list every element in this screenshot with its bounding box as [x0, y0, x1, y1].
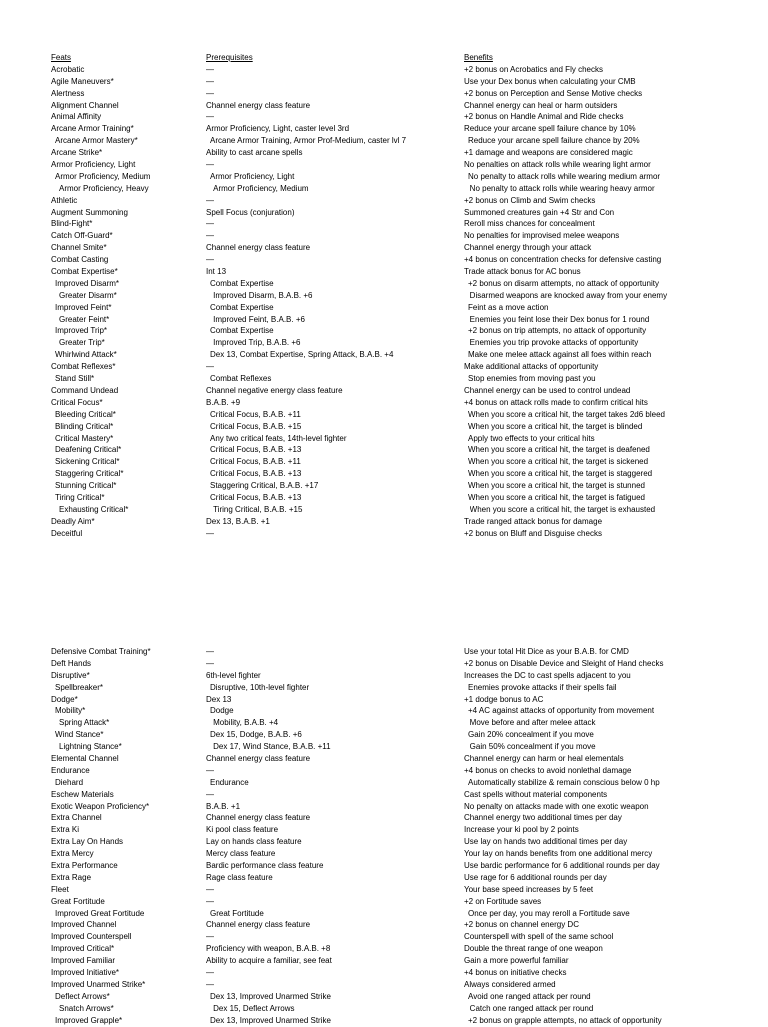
table-row [51, 480, 768, 492]
feat-name: Extra Rage [51, 872, 92, 882]
table-row [51, 314, 768, 326]
feat-name: Acrobatic [51, 64, 85, 74]
feat-benefit: Catch one ranged attack per round [469, 1003, 594, 1013]
table-row [51, 765, 768, 777]
feat-benefit: +2 bonus on channel energy DC [464, 920, 579, 930]
table-row [51, 694, 768, 706]
table-row [51, 195, 768, 207]
feat-prerequisites: Combat Reflexes [210, 374, 272, 384]
feat-name: Critical Focus* [51, 397, 103, 407]
feat-name: Eschew Materials [51, 789, 114, 799]
feat-prerequisites: Improved Feint, B.A.B. +6 [213, 314, 305, 324]
feat-benefit: When you score a critical hit, the target is deafened [468, 445, 650, 455]
feat-benefit: Channel energy two additional times per day [464, 813, 622, 823]
feat-name: Improved Initiative* [51, 968, 120, 978]
table-row [51, 456, 768, 468]
feat-prerequisites: — [206, 789, 214, 799]
table-row [51, 290, 768, 302]
feat-name: Whirlwind Attack* [55, 350, 117, 360]
feat-name: Stand Still* [55, 374, 95, 384]
feat-name: Staggering Critical* [55, 469, 124, 479]
feat-name: Greater Trip* [59, 338, 105, 348]
table-row [51, 254, 768, 266]
feat-name: Spellbreaker* [55, 682, 104, 692]
feat-name: Great Fortitude [51, 896, 105, 906]
feat-prerequisites: — [206, 528, 214, 538]
feat-benefit: When you score a critical hit, the target is staggered [468, 469, 653, 479]
feat-prerequisites: Int 13 [206, 267, 227, 277]
feat-benefit: Use your Dex bonus when calculating your CMB [464, 76, 636, 86]
feat-benefit: No penalty to attack rolls while wearing heavy armor [469, 183, 655, 193]
feat-prerequisites: Channel negative energy class feature [206, 385, 343, 395]
feat-name: Dodge* [51, 694, 78, 704]
feat-name: Defensive Combat Training* [51, 647, 151, 656]
feat-prerequisites: Armor Proficiency, Medium [213, 183, 309, 193]
feat-name: Extra Performance [51, 861, 118, 871]
feat-benefit: Enemies you trip provoke attacks of opportunity [469, 338, 639, 348]
feat-benefit: +1 damage and weapons are considered magic [464, 148, 633, 158]
feat-prerequisites: Channel energy class feature [206, 243, 311, 253]
feat-benefit: Use lay on hands two additional times per day [464, 837, 628, 847]
feat-benefit: Gain 50% concealment if you move [469, 742, 596, 752]
feat-name: Improved Counterspell [51, 932, 132, 942]
feat-prerequisites: — [206, 658, 214, 668]
feat-benefit: Use your total Hit Dice as your B.A.B. for CMD [464, 647, 629, 656]
feat-benefit: +4 bonus on checks to avoid nonlethal damage [464, 765, 632, 775]
feat-benefit: No penalty to attack rolls while wearing medium armor [468, 171, 661, 181]
table-row [51, 504, 768, 516]
feat-prerequisites: 6th-level fighter [206, 670, 261, 680]
feat-prerequisites: B.A.B. +1 [206, 801, 241, 811]
feat-name: Stunning Critical* [55, 481, 117, 491]
feat-name: Armor Proficiency, Medium [55, 171, 151, 181]
feat-prerequisites: Spell Focus (conjuration) [206, 207, 295, 217]
feat-benefit: Feint as a move action [468, 302, 549, 312]
feat-name: Blinding Critical* [55, 421, 114, 431]
feat-name: Improved Critical* [51, 944, 115, 954]
feat-name: Arcane Armor Mastery* [55, 136, 138, 146]
feat-name: Blind-Fight* [51, 219, 93, 229]
feat-prerequisites: Tiring Critical, B.A.B. +15 [213, 504, 303, 514]
feat-benefit: +2 bonus on Climb and Swim checks [464, 195, 596, 205]
feat-prerequisites: — [206, 647, 214, 656]
feat-name: Greater Disarm* [59, 290, 117, 300]
feat-benefit: Trade attack bonus for AC bonus [464, 267, 581, 277]
feat-name: Improved Trip* [55, 326, 108, 336]
feat-prerequisites: — [206, 362, 214, 372]
table-row [51, 397, 768, 409]
feat-name: Armor Proficiency, Heavy [59, 183, 149, 193]
table-row [51, 872, 768, 884]
feat-benefit: Increase your ki pool by 2 points [464, 825, 579, 835]
feat-prerequisites: Armor Proficiency, Light [210, 171, 295, 181]
feat-name: Improved Familiar [51, 956, 116, 966]
table-row [51, 361, 768, 373]
feat-prerequisites: Critical Focus, B.A.B. +13 [210, 445, 302, 455]
feats-table-top [51, 52, 768, 540]
feat-name: Extra Mercy [51, 849, 94, 859]
feat-prerequisites: Arcane Armor Training, Armor Prof-Medium, caster lvl 7 [210, 136, 407, 146]
feat-name: Alignment Channel [51, 100, 119, 110]
table-row [51, 884, 768, 896]
feat-benefit: +2 bonus on disarm attempts, no attack of opportunity [468, 278, 659, 288]
feat-benefit: Channel energy can be used to control undead [464, 385, 631, 395]
prerequisites-header: Prerequisites [206, 53, 253, 62]
feat-benefit: When you score a critical hit, the target is blinded [468, 421, 643, 431]
feat-prerequisites: Ki pool class feature [206, 825, 279, 835]
feat-benefit: Your lay on hands benefits from one additional mercy [464, 849, 653, 859]
feat-prerequisites: Dex 15, Dodge, B.A.B. +6 [210, 730, 302, 740]
feat-prerequisites: Any two critical feats, 14th-level fighter [210, 433, 347, 443]
feat-name: Combat Casting [51, 255, 109, 265]
feat-prerequisites: — [206, 195, 214, 205]
feat-name: Sickening Critical* [55, 457, 120, 467]
feat-benefit: Make additional attacks of opportunity [464, 362, 599, 372]
table-row [51, 100, 768, 112]
table-row [51, 777, 768, 789]
feat-name: Mobility* [55, 706, 86, 716]
table-row [51, 789, 768, 801]
table-row [51, 717, 768, 729]
feat-name: Wind Stance* [55, 730, 104, 740]
feat-prerequisites: Critical Focus, B.A.B. +11 [210, 457, 301, 467]
feat-prerequisites: Channel energy class feature [206, 920, 311, 930]
feat-prerequisites: Critical Focus, B.A.B. +13 [210, 492, 302, 502]
feat-prerequisites: Ability to cast arcane spells [206, 148, 303, 158]
table-row [51, 848, 768, 860]
feat-prerequisites: Great Fortitude [210, 908, 264, 918]
feat-prerequisites: Channel energy class feature [206, 754, 311, 764]
table-row [51, 337, 768, 349]
feat-name: Augment Summoning [51, 207, 128, 217]
feat-name: Command Undead [51, 385, 119, 395]
table-row [51, 385, 768, 397]
feat-prerequisites: — [206, 968, 214, 978]
feat-prerequisites: Lay on hands class feature [206, 837, 302, 847]
feat-name: Combat Reflexes* [51, 362, 116, 372]
table-row [51, 836, 768, 848]
feat-prerequisites: — [206, 231, 214, 241]
feat-name: Exhausting Critical* [59, 504, 129, 514]
table-row [51, 218, 768, 230]
table-row [51, 516, 768, 528]
feat-benefit: +2 bonus on Perception and Sense Motive checks [464, 88, 643, 98]
feat-name: Improved Grapple* [55, 1015, 123, 1025]
feat-name: Arcane Armor Training* [51, 124, 134, 134]
feat-name: Athletic [51, 195, 78, 205]
feat-prerequisites: Combat Expertise [210, 326, 274, 336]
benefits-header: Benefits [464, 53, 493, 62]
feat-benefit: +4 bonus on attack rolls made to confirm critical hits [464, 397, 648, 407]
feat-name: Extra Lay On Hands [51, 837, 124, 847]
feat-benefit: When you score a critical hit, the target is exhausted [469, 504, 656, 514]
feat-name: Greater Feint* [59, 314, 110, 324]
feat-name: Improved Unarmed Strike* [51, 979, 146, 989]
feat-name: Tiring Critical* [55, 492, 105, 502]
table-row [51, 943, 768, 955]
table-row [51, 753, 768, 765]
feat-benefit: Increases the DC to cast spells adjacent to you [464, 670, 631, 680]
feat-name: Snatch Arrows* [59, 1003, 114, 1013]
feat-benefit: Channel energy through your attack [464, 243, 592, 253]
feat-name: Exotic Weapon Proficiency* [51, 801, 150, 811]
feat-name: Bleeding Critical* [55, 409, 116, 419]
table-row [51, 741, 768, 753]
feat-prerequisites: Mobility, B.A.B. +4 [213, 718, 279, 728]
feat-benefit: Avoid one ranged attack per round [468, 991, 591, 1001]
table-row [51, 64, 768, 76]
feat-name: Improved Feint* [55, 302, 112, 312]
table-header [51, 52, 768, 64]
table-row [51, 111, 768, 123]
feat-prerequisites: Critical Focus, B.A.B. +15 [210, 421, 302, 431]
feat-prerequisites: Rage class feature [206, 872, 273, 882]
feat-benefit: Your base speed increases by 5 feet [464, 884, 594, 894]
feat-name: Combat Expertise* [51, 267, 118, 277]
feat-benefit: When you score a critical hit, the target takes 2d6 bleed [468, 409, 665, 419]
feat-benefit: Once per day, you may reroll a Fortitude save [468, 908, 630, 918]
feat-prerequisites: Combat Expertise [210, 302, 274, 312]
table-row [51, 824, 768, 836]
feat-benefit: Apply two effects to your critical hits [468, 433, 595, 443]
table-row [51, 135, 768, 147]
feat-benefit: Trade ranged attack bonus for damage [464, 516, 603, 526]
feat-prerequisites: — [206, 884, 214, 894]
table-row [51, 444, 768, 456]
feat-prerequisites: Improved Trip, B.A.B. +6 [213, 338, 301, 348]
feat-benefit: Move before and after melee attack [469, 718, 596, 728]
table-row [51, 991, 768, 1003]
feat-name: Alertness [51, 88, 85, 98]
feat-prerequisites: — [206, 765, 214, 775]
feat-prerequisites: Armor Proficiency, Light, caster level 3rd [206, 124, 350, 134]
feat-name: Animal Affinity [51, 112, 102, 122]
feat-benefit: Counterspell with spell of the same school [464, 932, 614, 942]
table-row [51, 919, 768, 931]
table-row [51, 349, 768, 361]
feat-prerequisites: Dex 13, Improved Unarmed Strike [210, 1015, 331, 1025]
feat-benefit: When you score a critical hit, the target is fatigued [468, 492, 645, 502]
feat-name: Fleet [51, 884, 69, 894]
table-row [51, 373, 768, 385]
feat-prerequisites: — [206, 88, 214, 98]
feat-benefit: Reduce your arcane spell failure chance by 10% [464, 124, 636, 134]
feat-prerequisites: — [206, 979, 214, 989]
feat-benefit: Automatically stabilize & remain conscious below 0 hp [468, 777, 660, 787]
feat-name: Channel Smite* [51, 243, 107, 253]
table-row [51, 896, 768, 908]
feat-benefit: Use rage for 6 additional rounds per day [464, 872, 607, 882]
feat-prerequisites: Proficiency with weapon, B.A.B. +8 [206, 944, 331, 954]
feat-prerequisites: Bardic performance class feature [206, 861, 324, 871]
feat-name: Catch Off-Guard* [51, 231, 113, 241]
feat-name: Diehard [55, 777, 84, 787]
feat-benefit: No penalties on attack rolls while wearing light armor [464, 160, 651, 170]
table-row [51, 967, 768, 979]
feat-benefit: +4 bonus on initiative checks [464, 968, 567, 978]
feat-name: Improved Channel [51, 920, 117, 930]
table-row [51, 409, 768, 421]
feat-name: Disruptive* [51, 670, 90, 680]
table-row [51, 421, 768, 433]
feat-prerequisites: Improved Disarm, B.A.B. +6 [213, 290, 313, 300]
table-row [51, 658, 768, 670]
feat-benefit: Double the threat range of one weapon [464, 944, 603, 954]
feat-benefit: +2 bonus on grapple attempts, no attack of opportunity [468, 1015, 662, 1025]
table-row [51, 230, 768, 242]
feat-name: Deadly Aim* [51, 516, 95, 526]
feat-name: Critical Mastery* [55, 433, 114, 443]
table-row [51, 1003, 768, 1015]
feat-benefit: Reduce your arcane spell failure chance by 20% [468, 136, 640, 146]
table-row [51, 171, 768, 183]
feat-benefit: When you score a critical hit, the target is sickened [468, 457, 649, 467]
feat-name: Agile Maneuvers* [51, 76, 114, 86]
feat-prerequisites: Combat Expertise [210, 278, 274, 288]
table-row [51, 302, 768, 314]
table-row [51, 812, 768, 824]
feat-prerequisites: — [206, 76, 214, 86]
table-row [51, 860, 768, 872]
feat-prerequisites: Ability to acquire a familiar, see feat [206, 956, 332, 966]
feat-name: Arcane Strike* [51, 148, 103, 158]
feat-name: Deflect Arrows* [55, 991, 110, 1001]
table-row [51, 278, 768, 290]
feat-prerequisites: Dex 17, Wind Stance, B.A.B. +11 [213, 742, 331, 752]
table-row [51, 801, 768, 813]
table-row [51, 325, 768, 337]
table-row [51, 159, 768, 171]
table-row [51, 76, 768, 88]
feat-benefit: Enemies provoke attacks if their spells fail [468, 682, 617, 692]
feat-name: Improved Disarm* [55, 278, 120, 288]
feat-benefit: Channel energy can harm or heal elementals [464, 754, 624, 764]
feat-name: Elemental Channel [51, 754, 119, 764]
feats-table-bottom [51, 646, 768, 1027]
feat-benefit: When you score a critical hit, the target is stunned [468, 481, 645, 491]
feat-prerequisites: Dex 13, B.A.B. +1 [206, 516, 270, 526]
feat-benefit: Channel energy can heal or harm outsiders [464, 100, 618, 110]
feat-benefit: Enemies you feint lose their Dex bonus for 1 round [469, 314, 650, 324]
feat-name: Extra Channel [51, 813, 102, 823]
feats-header: Feats [51, 53, 72, 62]
feat-prerequisites: — [206, 64, 214, 74]
table-row [51, 266, 768, 278]
feat-prerequisites: Channel energy class feature [206, 100, 311, 110]
feat-name: Spring Attack* [59, 718, 110, 728]
feat-name: Armor Proficiency, Light [51, 160, 136, 170]
feat-benefit: Gain a more powerful familiar [464, 956, 569, 966]
table-row [51, 468, 768, 480]
feat-benefit: +2 bonus on trip attempts, no attack of opportunity [468, 326, 647, 336]
table-row [51, 1015, 768, 1027]
feat-benefit: +2 bonus on Disable Device and Sleight of Hand checks [464, 658, 664, 668]
table-row [51, 682, 768, 694]
feat-benefit: Make one melee attack against all foes within reach [468, 350, 652, 360]
table-row [51, 908, 768, 920]
table-row [51, 433, 768, 445]
feat-benefit: Summoned creatures gain +4 Str and Con [464, 207, 615, 217]
feat-benefit: +4 bonus on concentration checks for defensive casting [464, 255, 662, 265]
feat-benefit: Always considered armed [464, 979, 556, 989]
table-row [51, 979, 768, 991]
feat-prerequisites: Disruptive, 10th-level fighter [210, 682, 310, 692]
feat-prerequisites: — [206, 160, 214, 170]
table-row [51, 88, 768, 100]
feat-benefit: Stop enemies from moving past you [468, 374, 596, 384]
feat-prerequisites: — [206, 896, 214, 906]
feat-benefit: No penalty on attacks made with one exotic weapon [464, 801, 649, 811]
feat-benefit: +2 bonus on Acrobatics and Fly checks [464, 64, 603, 74]
feat-prerequisites: Critical Focus, B.A.B. +13 [210, 469, 302, 479]
feat-prerequisites: Dex 15, Deflect Arrows [213, 1003, 295, 1013]
feat-name: Extra Ki [51, 825, 80, 835]
table-row [51, 147, 768, 159]
table-row [51, 931, 768, 943]
feat-benefit: Disarmed weapons are knocked away from your enemy [469, 290, 668, 300]
table-row [51, 242, 768, 254]
table-row [51, 183, 768, 195]
table-row [51, 492, 768, 504]
table-row [51, 528, 768, 540]
feat-prerequisites: Staggering Critical, B.A.B. +17 [210, 481, 319, 491]
feat-name: Deceitful [51, 528, 83, 538]
feat-benefit: +1 dodge bonus to AC [464, 694, 544, 704]
feat-benefit: No penalties for improvised melee weapons [464, 231, 620, 241]
feat-prerequisites: — [206, 255, 214, 265]
table-row [51, 123, 768, 135]
feat-prerequisites: — [206, 219, 214, 229]
feat-prerequisites: Channel energy class feature [206, 813, 311, 823]
feat-name: Deafening Critical* [55, 445, 122, 455]
feat-prerequisites: Endurance [210, 777, 249, 787]
feat-benefit: +2 bonus on Bluff and Disguise checks [464, 528, 602, 538]
feat-name: Endurance [51, 765, 90, 775]
feat-prerequisites: — [206, 932, 214, 942]
feat-prerequisites: — [206, 112, 214, 122]
table-row [51, 646, 768, 658]
table-row [51, 729, 768, 741]
feat-name: Deft Hands [51, 658, 92, 668]
feat-prerequisites: B.A.B. +9 [206, 397, 241, 407]
feat-benefit: +2 on Fortitude saves [464, 896, 542, 906]
feat-prerequisites: Dex 13 [206, 694, 232, 704]
table-row [51, 705, 768, 717]
feat-benefit: +4 AC against attacks of opportunity from movement [468, 706, 655, 716]
feat-prerequisites: Mercy class feature [206, 849, 276, 859]
table-row [51, 207, 768, 219]
feat-benefit: Cast spells without material components [464, 789, 608, 799]
feat-benefit: Gain 20% concealment if you move [468, 730, 594, 740]
feat-benefit: Reroll miss chances for concealment [464, 219, 595, 229]
feat-prerequisites: Dex 13, Combat Expertise, Spring Attack, B.A.B. +4 [210, 350, 394, 360]
feat-prerequisites: Critical Focus, B.A.B. +11 [210, 409, 301, 419]
feat-prerequisites: Dex 13, Improved Unarmed Strike [210, 991, 331, 1001]
feat-benefit: Use bardic performance for 6 additional rounds per day [464, 861, 660, 871]
table-row [51, 955, 768, 967]
table-row [51, 670, 768, 682]
feat-name: Improved Great Fortitude [55, 908, 145, 918]
feat-name: Lightning Stance* [59, 742, 122, 752]
feat-prerequisites: Dodge [210, 706, 234, 716]
feat-benefit: +2 bonus on Handle Animal and Ride checks [464, 112, 624, 122]
